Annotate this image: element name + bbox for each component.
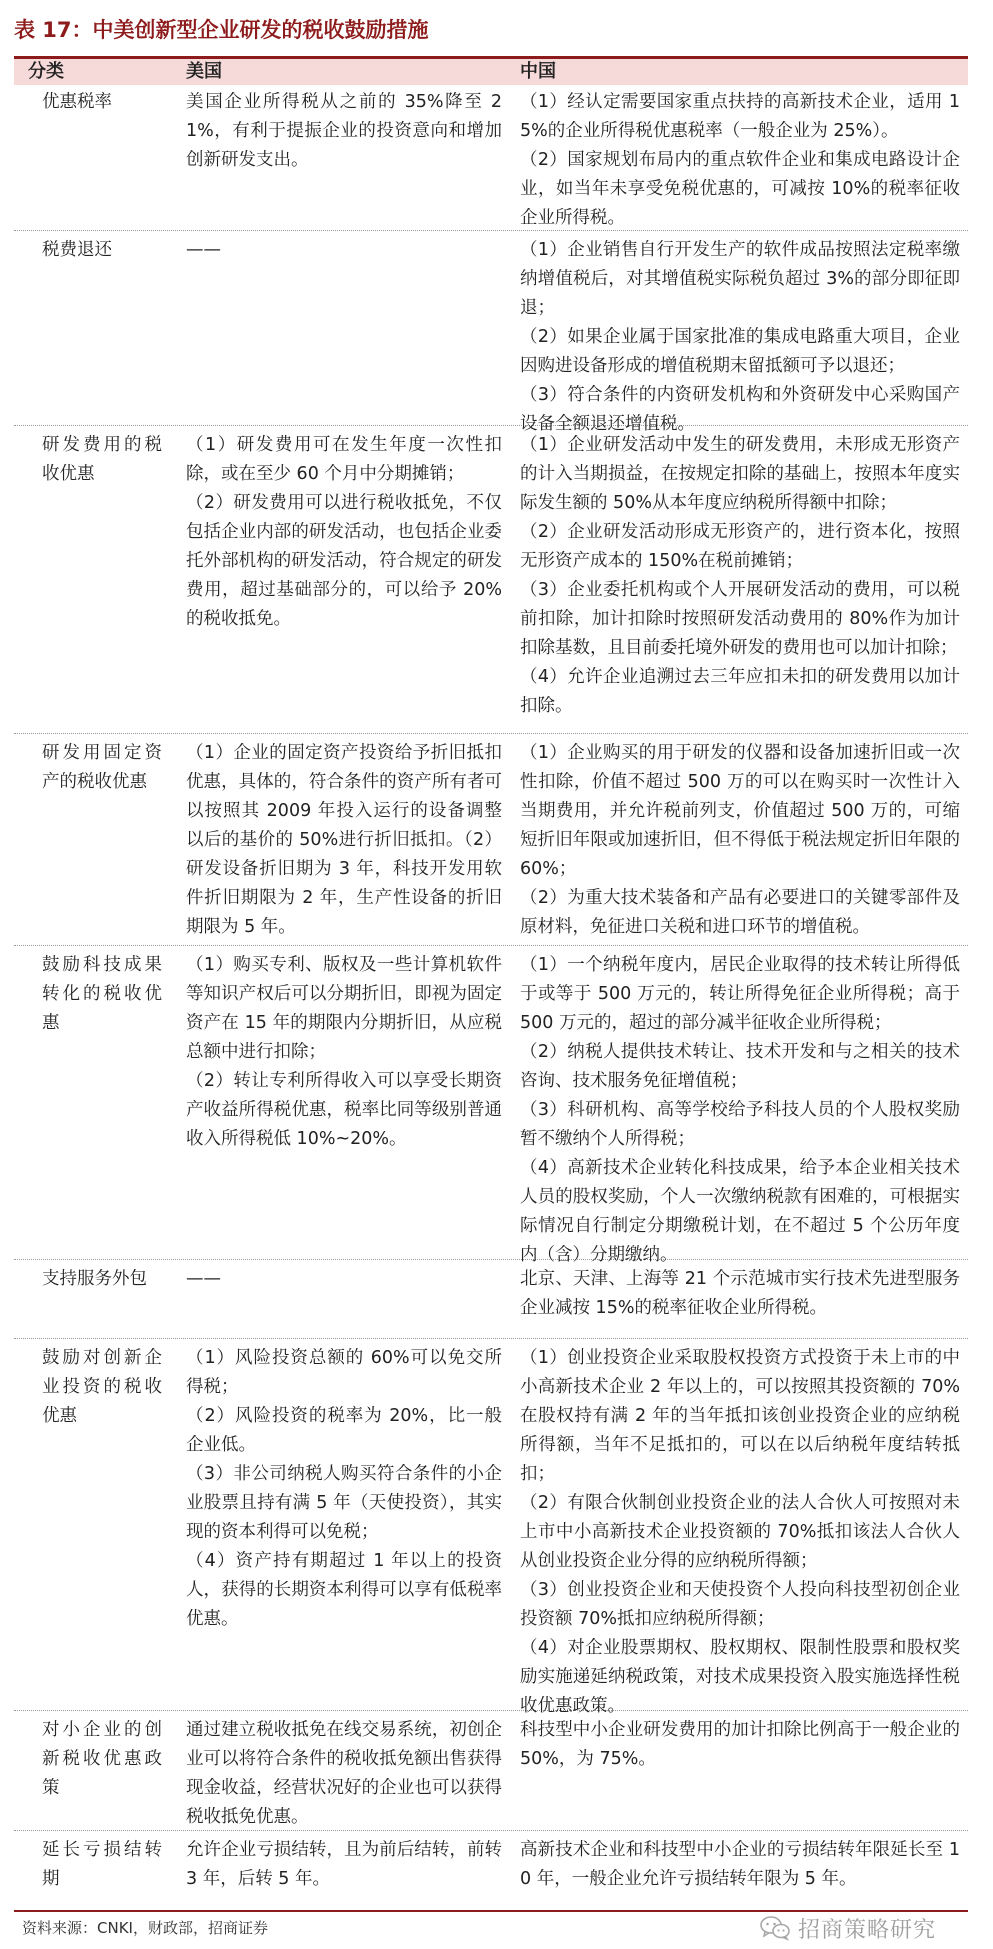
table-title: 表 17：中美创新型企业研发的税收鼓励措施 (14, 18, 429, 42)
us-paragraph: —— (186, 240, 221, 260)
china-cell (520, 236, 960, 439)
row-category: 对小企业的创新税收优惠政策 (42, 1720, 162, 1798)
us-cell (186, 1836, 502, 1894)
header-china: 中国 (520, 61, 556, 82)
us-cell (186, 1344, 502, 1634)
us-paragraph: （1）企业的固定资产投资给予折旧抵扣优惠，具体的，符合条件的资产所有者可以按照其 2009 年投入运行的设备调整以后的基价的 50%进行折旧抵扣。（2）研发设备折旧期为 3 年，科技开发用软件折旧期限为 2 年，生产性设备的折旧期限为 5 年。 (186, 743, 502, 937)
us-paragraph: 美国企业所得税从之前的 35%降至 21%，有利于提振企业的投资意向和增加创新研发支出。 (186, 92, 502, 170)
china-paragraph: 科技型中小企业研发费用的加计扣除比例高于一般企业的 50%，为 75%。 (520, 1720, 960, 1769)
china-paragraph: （2）国家规划布局内的重点软件企业和集成电路设计企业，如当年未享受免税优惠的，可减按 10%的税率征收企业所得税。 (520, 150, 960, 228)
china-paragraph: （4）高新技术企业转化科技成果，给予本企业相关技术人员的股权奖励，个人一次缴纳税款有困难的，可根据实际情况自行制定分期缴税计划，在不超过 5 个公历年度内（含）分期缴纳。 (520, 1158, 960, 1265)
us-paragraph: （1）购买专利、版权及一些计算机软件等知识产权后可以分期折旧，即视为固定资产在 15 年的期限内分期折旧，从应税总额中进行扣除； (186, 955, 502, 1062)
header-category: 分类 (28, 61, 64, 82)
china-paragraph: （3）科研机构、高等学校给予科技人员的个人股权奖励暂不缴纳个人所得税； (520, 1100, 960, 1149)
us-paragraph: （2）转让专利所得收入可以享受长期资产收益所得税优惠，税率比同等级别普通收入所得税低 10%~20%。 (186, 1071, 502, 1149)
table-row (14, 1338, 968, 1716)
header-us: 美国 (186, 61, 222, 82)
us-paragraph: （1）风险投资总额的 60%可以免交所得税； (186, 1348, 502, 1397)
table-row (14, 1710, 968, 1831)
china-cell (520, 431, 960, 721)
us-cell (186, 1716, 502, 1832)
china-cell (520, 739, 960, 942)
china-paragraph: （1）一个纳税年度内，居民企业取得的技术转让所得低于或等于 500 万元的，转让所得免征企业所得税；高于 500 万元的，超过的部分减半征收企业所得税； (520, 955, 960, 1033)
table-row (14, 425, 968, 734)
china-paragraph: （2）为重大技术装备和产品有必要进口的关键零部件及原材料，免征进口关税和进口环节的增值税。 (520, 888, 960, 937)
us-paragraph: （2）风险投资的税率为 20%，比一般企业低。 (186, 1406, 502, 1455)
china-paragraph: 高新技术企业和科技型中小企业的亏损结转年限延长至 10 年，一般企业允许亏损结转年限为 5 年。 (520, 1840, 960, 1889)
china-paragraph: （3）创业投资企业和天使投资个人投向科技型初创企业投资额 70%抵扣应纳税所得额； (520, 1580, 960, 1629)
row-category: 税费退还 (42, 240, 112, 260)
us-cell (186, 1265, 502, 1294)
row-category: 研发费用的税收优惠 (42, 435, 162, 484)
china-paragraph: （1）经认定需要国家重点扶持的高新技术企业，适用 15%的企业所得税优惠税率（一般企业为 25%）。 (520, 92, 960, 141)
table-row (14, 1259, 968, 1339)
row-category: 鼓励对创新企业投资的税收优惠 (42, 1348, 162, 1426)
watermark-text: 招商策略研究 (798, 1917, 937, 1943)
china-paragraph: （1）企业研发活动中发生的研发费用，未形成无形资产的计入当期损益，在按规定扣除的基础上，按照本年度实际发生额的 50%从本年度应纳税所得额中扣除； (520, 435, 960, 513)
source-note: 资料来源：CNKI，财政部，招商证券 (22, 1919, 268, 1937)
us-paragraph: （3）非公司纳税人购买符合条件的小企业股票且持有满 5 年（天使投资），其实现的资本利得可以免税； (186, 1464, 502, 1542)
us-cell (186, 88, 502, 175)
china-paragraph: （4）对企业股票期权、股权期权、限制性股票和股权奖励实施递延纳税政策，对技术成果投资入股实施选择性税收优惠政策。 (520, 1638, 960, 1716)
us-paragraph: 通过建立税收抵免在线交易系统，初创企业可以将符合条件的税收抵免额出售获得现金收益，经营状况好的企业也可以获得税收抵免优惠。 (186, 1720, 502, 1827)
us-cell (186, 431, 502, 634)
row-category: 鼓励科技成果转化的税收优惠 (42, 955, 162, 1033)
table-row (14, 82, 968, 231)
table-row (14, 1830, 968, 1910)
china-cell (520, 1716, 960, 1774)
china-cell (520, 88, 960, 233)
china-cell (520, 951, 960, 1270)
row-category: 延长亏损结转期 (42, 1840, 162, 1889)
row-category: 优惠税率 (42, 92, 112, 112)
row-category: 研发用固定资产的税收优惠 (42, 743, 162, 792)
us-paragraph: —— (186, 1269, 221, 1289)
table-row (14, 945, 968, 1265)
us-paragraph: （2）研发费用可以进行税收抵免，不仅包括企业内部的研发活动，也包括企业委托外部机构的研发活动，符合规定的研发费用，超过基础部分的，可以给予 20%的税收抵免。 (186, 493, 502, 629)
china-paragraph: （2）如果企业属于国家批准的集成电路重大项目，企业因购进设备形成的增值税期末留抵额可予以退还； (520, 327, 960, 376)
us-paragraph: （4）资产持有期超过 1 年以上的投资人，获得的长期资本利得可以享有低税率优惠。 (186, 1551, 502, 1629)
china-paragraph: （2）有限合伙制创业投资企业的法人合伙人可按照对未上市中小高新技术企业投资额的 70%抵扣该法人合伙人从创业投资企业分得的应纳税所得额； (520, 1493, 960, 1571)
us-paragraph: （1）研发费用可在发生年度一次性扣除，或在至少 60 个月中分期摊销； (186, 435, 502, 484)
china-cell (520, 1836, 960, 1894)
table-header (14, 56, 968, 85)
watermark (760, 1913, 936, 1943)
us-paragraph: 允许企业亏损结转，且为前后结转，前转 3 年，后转 5 年。 (186, 1840, 502, 1889)
china-paragraph: （1）企业购买的用于研发的仪器和设备加速折旧或一次性扣除，价值不超过 500 万的可以在购买时一次性计入当期费用，并允许税前列支，价值超过 500 万的，可缩短折旧年限或加速折旧，但不得低于税法规定折旧年限的 60%； (520, 743, 960, 879)
china-paragraph: （2）企业研发活动形成无形资产的，进行资本化，按照无形资产成本的 150%在税前摊销； (520, 522, 960, 571)
table-row (14, 230, 968, 434)
china-paragraph: （2）纳税人提供技术转让、技术开发和与之相关的技术咨询、技术服务免征增值税； (520, 1042, 960, 1091)
china-paragraph: （1）企业销售自行开发生产的软件成品按照法定税率缴纳增值税后，对其增值税实际税负超过 3%的部分即征即退； (520, 240, 960, 318)
china-cell (520, 1265, 960, 1323)
wechat-icon (760, 1915, 790, 1941)
china-paragraph: （3）符合条件的内资研发机构和外资研发中心采购国产设备全额退还增值税。 (520, 385, 960, 434)
us-cell (186, 739, 502, 942)
row-category: 支持服务外包 (42, 1269, 147, 1289)
table-row (14, 733, 968, 946)
china-paragraph: （4）允许企业追溯过去三年应扣未扣的研发费用以加计扣除。 (520, 667, 960, 716)
china-paragraph: （1）创业投资企业采取股权投资方式投资于未上市的中小高新技术企业 2 年以上的，可以按照其投资额的 70%在股权持有满 2 年的当年抵扣该创业投资企业的应纳税所得额，当年不足抵扣的，可以在以后纳税年度结转抵扣； (520, 1348, 960, 1484)
us-cell (186, 236, 502, 265)
us-cell (186, 951, 502, 1154)
china-paragraph: （3）企业委托机构或个人开展研发活动的费用，可以税前扣除，加计扣除时按照研发活动费用的 80%作为加计扣除基数，且目前委托境外研发的费用也可以加计扣除； (520, 580, 960, 658)
china-paragraph: 北京、天津、上海等 21 个示范城市实行技术先进型服务企业减按 15%的税率征收企业所得税。 (520, 1269, 960, 1318)
china-cell (520, 1344, 960, 1721)
